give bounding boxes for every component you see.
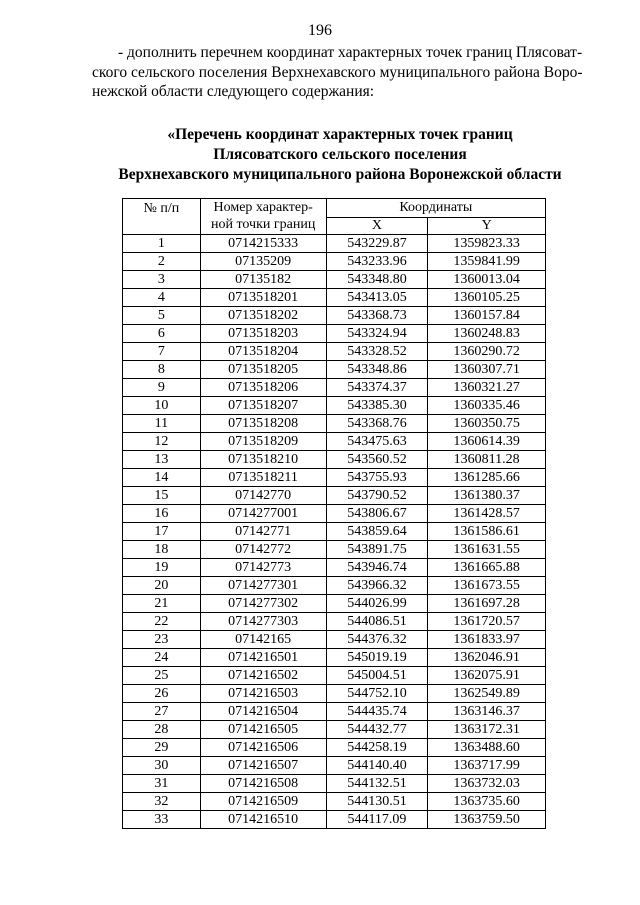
point-number-cell: 07142770 [200, 487, 326, 505]
table-row [123, 523, 546, 541]
point-number-cell: 0714216501 [200, 649, 326, 667]
table-body [123, 235, 546, 829]
point-number-cell: 07142165 [200, 631, 326, 649]
x-coordinate-cell: 544132.51 [326, 775, 428, 793]
row-number-cell: 24 [123, 649, 201, 667]
y-coordinate-cell: 1360290.72 [428, 343, 546, 361]
y-coordinate-cell: 1362549.89 [428, 685, 546, 703]
x-coordinate-cell: 544130.51 [326, 793, 428, 811]
row-number-cell: 12 [123, 433, 201, 451]
table-row [123, 685, 546, 703]
table-row [123, 631, 546, 649]
page-number: 196 [308, 22, 332, 39]
y-coordinate-cell: 1360105.25 [428, 289, 546, 307]
point-number-cell: 0713518202 [200, 307, 326, 325]
row-number-cell: 23 [123, 631, 201, 649]
row-number-cell: 10 [123, 397, 201, 415]
row-number-cell: 29 [123, 739, 201, 757]
y-coordinate-cell: 1360811.28 [428, 451, 546, 469]
point-number-cell: 0714215333 [200, 235, 326, 253]
intro-line: ского сельского поселения Верхнехавского муниципального района Воро- [92, 63, 583, 81]
title-line: Верхнехавского муниципального района Воронежской области [118, 166, 562, 183]
table-row [123, 397, 546, 415]
y-coordinate-cell: 1360307.71 [428, 361, 546, 379]
x-coordinate-cell: 543328.52 [326, 343, 428, 361]
point-number-cell: 07142773 [200, 559, 326, 577]
table-row [123, 703, 546, 721]
y-coordinate-cell: 1360614.39 [428, 433, 546, 451]
row-number-cell: 17 [123, 523, 201, 541]
table-row [123, 325, 546, 343]
table-row [123, 793, 546, 811]
table-row [123, 379, 546, 397]
y-coordinate-cell: 1362046.91 [428, 649, 546, 667]
table-row [123, 505, 546, 523]
header-coordinates: Координаты [326, 199, 545, 218]
point-number-cell: 0713518208 [200, 415, 326, 433]
table-row [123, 757, 546, 775]
row-number-cell: 26 [123, 685, 201, 703]
point-number-cell: 0713518207 [200, 397, 326, 415]
x-coordinate-cell: 543790.52 [326, 487, 428, 505]
header-point-line: Номер характер- [213, 200, 313, 215]
point-number-cell: 0714216508 [200, 775, 326, 793]
point-number-cell: 0713518201 [200, 289, 326, 307]
point-number-cell: 0713518206 [200, 379, 326, 397]
table-row [123, 289, 546, 307]
y-coordinate-cell: 1360248.83 [428, 325, 546, 343]
x-coordinate-cell: 543806.67 [326, 505, 428, 523]
point-number-cell: 0714277301 [200, 577, 326, 595]
y-coordinate-cell: 1360157.84 [428, 307, 546, 325]
row-number-cell: 2 [123, 253, 201, 271]
row-number-cell: 28 [123, 721, 201, 739]
x-coordinate-cell: 544117.09 [326, 811, 428, 829]
x-coordinate-cell: 543891.75 [326, 541, 428, 559]
header-number: № п/п [123, 199, 201, 235]
y-coordinate-cell: 1361673.55 [428, 577, 546, 595]
x-coordinate-cell: 543966.32 [326, 577, 428, 595]
x-coordinate-cell: 543475.63 [326, 433, 428, 451]
row-number-cell: 1 [123, 235, 201, 253]
x-coordinate-cell: 543229.87 [326, 235, 428, 253]
title-line: «Перечень координат характерных точек границ [167, 126, 513, 143]
row-number-cell: 4 [123, 289, 201, 307]
point-number-cell: 0713518204 [200, 343, 326, 361]
y-coordinate-cell: 1360350.75 [428, 415, 546, 433]
table-header-row [123, 199, 546, 218]
y-coordinate-cell: 1363732.03 [428, 775, 546, 793]
y-coordinate-cell: 1362075.91 [428, 667, 546, 685]
point-number-cell: 0714216509 [200, 793, 326, 811]
row-number-cell: 20 [123, 577, 201, 595]
point-number-cell: 0713518203 [200, 325, 326, 343]
table-row [123, 307, 546, 325]
x-coordinate-cell: 543413.05 [326, 289, 428, 307]
point-number-cell: 0714216504 [200, 703, 326, 721]
point-number-cell: 0714216506 [200, 739, 326, 757]
table-row [123, 271, 546, 289]
x-coordinate-cell: 543755.93 [326, 469, 428, 487]
x-coordinate-cell: 544432.77 [326, 721, 428, 739]
row-number-cell: 21 [123, 595, 201, 613]
coordinates-table [122, 198, 546, 829]
table-row [123, 649, 546, 667]
point-number-cell: 0713518210 [200, 451, 326, 469]
x-coordinate-cell: 543348.80 [326, 271, 428, 289]
y-coordinate-cell: 1361833.97 [428, 631, 546, 649]
y-coordinate-cell: 1363146.37 [428, 703, 546, 721]
table-row [123, 433, 546, 451]
header-x: X [326, 218, 428, 235]
x-coordinate-cell: 543368.76 [326, 415, 428, 433]
x-coordinate-cell: 543385.30 [326, 397, 428, 415]
table-row [123, 577, 546, 595]
point-number-cell: 07135209 [200, 253, 326, 271]
table-row [123, 235, 546, 253]
row-number-cell: 16 [123, 505, 201, 523]
x-coordinate-cell: 543946.74 [326, 559, 428, 577]
x-coordinate-cell: 543859.64 [326, 523, 428, 541]
point-number-cell: 0714216502 [200, 667, 326, 685]
row-number-cell: 33 [123, 811, 201, 829]
y-coordinate-cell: 1361665.88 [428, 559, 546, 577]
y-coordinate-cell: 1361380.37 [428, 487, 546, 505]
y-coordinate-cell: 1363488.60 [428, 739, 546, 757]
y-coordinate-cell: 1361428.57 [428, 505, 546, 523]
row-number-cell: 13 [123, 451, 201, 469]
y-coordinate-cell: 1363759.50 [428, 811, 546, 829]
table-row [123, 811, 546, 829]
x-coordinate-cell: 544752.10 [326, 685, 428, 703]
y-coordinate-cell: 1360321.27 [428, 379, 546, 397]
table-row [123, 739, 546, 757]
x-coordinate-cell: 543560.52 [326, 451, 428, 469]
row-number-cell: 30 [123, 757, 201, 775]
table-row [123, 451, 546, 469]
point-number-cell: 07142772 [200, 541, 326, 559]
point-number-cell: 0713518205 [200, 361, 326, 379]
x-coordinate-cell: 543348.86 [326, 361, 428, 379]
y-coordinate-cell: 1359841.99 [428, 253, 546, 271]
point-number-cell: 0713518209 [200, 433, 326, 451]
row-number-cell: 9 [123, 379, 201, 397]
y-coordinate-cell: 1360335.46 [428, 397, 546, 415]
row-number-cell: 6 [123, 325, 201, 343]
x-coordinate-cell: 544435.74 [326, 703, 428, 721]
y-coordinate-cell: 1361720.57 [428, 613, 546, 631]
header-point-line: ной точки границ [210, 217, 316, 232]
table-row [123, 343, 546, 361]
x-coordinate-cell: 544258.19 [326, 739, 428, 757]
row-number-cell: 32 [123, 793, 201, 811]
table-row [123, 361, 546, 379]
y-coordinate-cell: 1361285.66 [428, 469, 546, 487]
x-coordinate-cell: 544376.32 [326, 631, 428, 649]
row-number-cell: 25 [123, 667, 201, 685]
point-number-cell: 0714277001 [200, 505, 326, 523]
intro-paragraph [92, 43, 590, 102]
table-row [123, 469, 546, 487]
header-y: Y [428, 218, 546, 235]
x-coordinate-cell: 543324.94 [326, 325, 428, 343]
row-number-cell: 19 [123, 559, 201, 577]
table-row [123, 253, 546, 271]
table-row [123, 595, 546, 613]
title-line: Плясоватского сельского поселения [213, 146, 467, 163]
y-coordinate-cell: 1360013.04 [428, 271, 546, 289]
row-number-cell: 15 [123, 487, 201, 505]
intro-line: - дополнить перечнем координат характерных точек границ Плясоват- [118, 44, 583, 61]
row-number-cell: 18 [123, 541, 201, 559]
row-number-cell: 11 [123, 415, 201, 433]
table-row [123, 775, 546, 793]
row-number-cell: 31 [123, 775, 201, 793]
table-row [123, 415, 546, 433]
point-number-cell: 0714216503 [200, 685, 326, 703]
table-row [123, 487, 546, 505]
row-number-cell: 3 [123, 271, 201, 289]
point-number-cell: 0714277302 [200, 595, 326, 613]
point-number-cell: 0714277303 [200, 613, 326, 631]
x-coordinate-cell: 543233.96 [326, 253, 428, 271]
row-number-cell: 7 [123, 343, 201, 361]
row-number-cell: 8 [123, 361, 201, 379]
point-number-cell: 07135182 [200, 271, 326, 289]
x-coordinate-cell: 543368.73 [326, 307, 428, 325]
x-coordinate-cell: 544026.99 [326, 595, 428, 613]
x-coordinate-cell: 545004.51 [326, 667, 428, 685]
row-number-cell: 5 [123, 307, 201, 325]
table-row [123, 541, 546, 559]
table-title [60, 125, 620, 185]
y-coordinate-cell: 1363735.60 [428, 793, 546, 811]
point-number-cell: 0713518211 [200, 469, 326, 487]
x-coordinate-cell: 545019.19 [326, 649, 428, 667]
table-row [123, 721, 546, 739]
x-coordinate-cell: 543374.37 [326, 379, 428, 397]
table-row [123, 613, 546, 631]
x-coordinate-cell: 544140.40 [326, 757, 428, 775]
x-coordinate-cell: 544086.51 [326, 613, 428, 631]
y-coordinate-cell: 1359823.33 [428, 235, 546, 253]
row-number-cell: 14 [123, 469, 201, 487]
table-row [123, 667, 546, 685]
header-point-number [200, 199, 326, 235]
point-number-cell: 0714216510 [200, 811, 326, 829]
y-coordinate-cell: 1363717.99 [428, 757, 546, 775]
table-row [123, 559, 546, 577]
row-number-cell: 27 [123, 703, 201, 721]
row-number-cell: 22 [123, 613, 201, 631]
y-coordinate-cell: 1361697.28 [428, 595, 546, 613]
point-number-cell: 07142771 [200, 523, 326, 541]
y-coordinate-cell: 1363172.31 [428, 721, 546, 739]
point-number-cell: 0714216505 [200, 721, 326, 739]
y-coordinate-cell: 1361586.61 [428, 523, 546, 541]
y-coordinate-cell: 1361631.55 [428, 541, 546, 559]
intro-line: нежской области следующего содержания: [92, 83, 375, 100]
point-number-cell: 0714216507 [200, 757, 326, 775]
